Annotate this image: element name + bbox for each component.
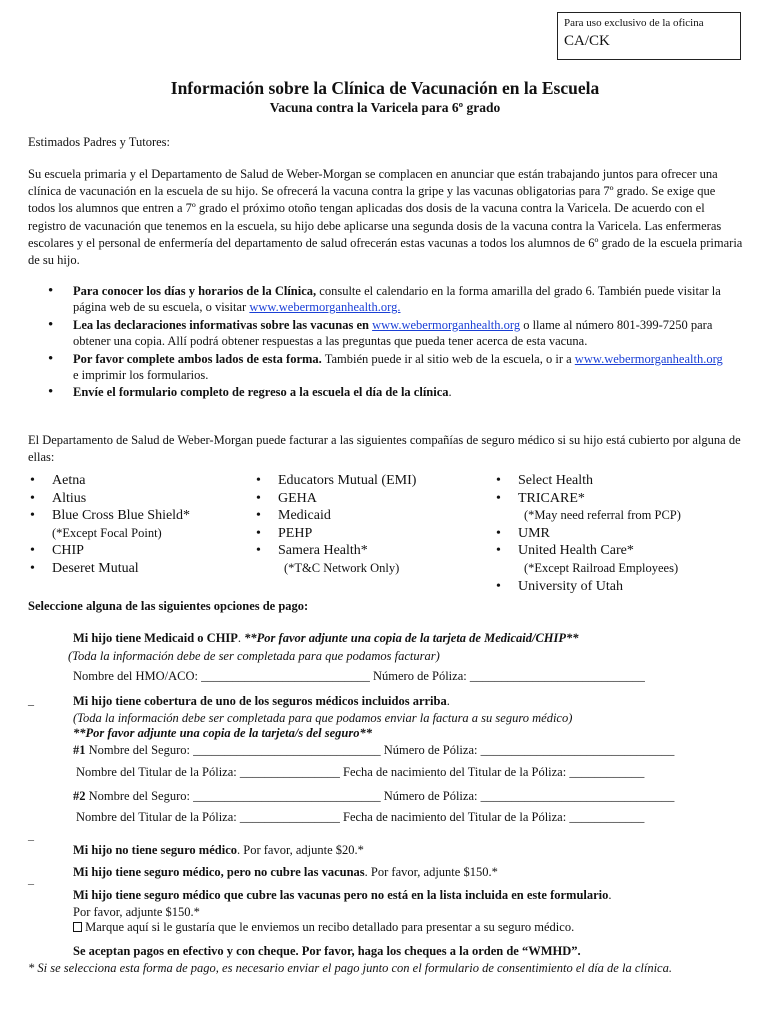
covered-note: (Toda la información debe ser completada para que podamos enviar la factura a su seguro médico) bbox=[73, 711, 573, 725]
insurance-item: • Educators Mutual (EMI) bbox=[256, 473, 417, 488]
insurance-name: Samera Health* bbox=[278, 543, 368, 559]
office-use-box bbox=[557, 12, 741, 60]
insurance-name: Altius bbox=[52, 490, 87, 506]
option-no-insurance-label: Mi hijo no tiene seguro médico bbox=[73, 843, 237, 857]
bullet-3-bold: Por favor complete ambos lados de esta forma. bbox=[73, 351, 322, 366]
page-subtitle: Vacuna contra la Varicela para 6º grado bbox=[269, 100, 501, 115]
option-not-listed[interactable] bbox=[73, 888, 612, 903]
insurance-note: (*T&C Network Only) bbox=[284, 560, 400, 575]
insurance-item: • TRICARE* bbox=[496, 490, 585, 506]
option-no-insurance[interactable] bbox=[73, 843, 364, 858]
checkbox-covered[interactable]: _ bbox=[28, 693, 34, 707]
insurance-name: TRICARE* bbox=[518, 490, 585, 506]
insurance-item: • UMR bbox=[496, 525, 550, 541]
bullet-4-bold: Envíe el formulario completo de regreso a la escuela el día de la clínica bbox=[73, 385, 449, 400]
option-not-covered-amount: . Por favor, adjunte $150.* bbox=[364, 865, 498, 879]
bullet-1-bold: Para conocer los días y horarios de la Clínica, bbox=[73, 284, 317, 298]
option-medicaid-label: Mi hijo tiene Medicaid o CHIP bbox=[73, 631, 238, 645]
greeting: Estimados Padres y Tutores: bbox=[28, 135, 171, 149]
office-use-value: CA/CK bbox=[564, 33, 610, 49]
option-medicaid[interactable] bbox=[73, 631, 579, 646]
option-not-covered-label: Mi hijo tiene seguro médico, pero no cubre las vacunas bbox=[73, 865, 365, 879]
info-bullet-list bbox=[44, 283, 724, 402]
bullet-4-text: . bbox=[448, 385, 452, 400]
bullet-1-text: consulte el calendario en la forma amarilla del grado 6. También puede visitar la página web de su escuela, o visitar bbox=[73, 284, 721, 315]
bullet-3-text-2: e imprimir los formularios. bbox=[73, 368, 209, 383]
insurance-item: • GEHA bbox=[256, 490, 317, 506]
insurance-item: • CHIP bbox=[30, 543, 84, 559]
receipt-option-label: Marque aquí si le gustaría que le enviemos un recibo detallado para presentar a su seguro médico. bbox=[82, 920, 575, 934]
insurance-name: Aetna bbox=[52, 473, 86, 488]
insurance-column-2 bbox=[254, 472, 494, 578]
insurance-column-3 bbox=[494, 472, 734, 595]
punctuation: . bbox=[608, 888, 612, 902]
option-not-covered[interactable] bbox=[73, 865, 498, 880]
bullet-vaccine-statements bbox=[44, 317, 724, 350]
insurance-column-1 bbox=[28, 472, 268, 578]
insurance-item: • PEHP bbox=[256, 525, 313, 541]
punctuation: . bbox=[446, 694, 450, 708]
bullet-2-text: o llame al número 801-399-7250 para obtener una copia. Allí podrá obtener respuestas a las preguntas que pueda tener acerca de esta vacuna. bbox=[73, 317, 713, 349]
insurance-name: CHIP bbox=[52, 543, 84, 559]
punctuation: . bbox=[237, 631, 245, 645]
bullet-2-bold: Lea las declaraciones informativas sobre las vacunas en bbox=[73, 317, 373, 332]
health-website-link-1[interactable]: www.webermorganhealth.org. bbox=[249, 300, 401, 315]
insurance-2-number: #2 bbox=[73, 789, 86, 803]
insurance-2-line: Nombre del Seguro: ______________________________ Número de Póliza: _______________________________ bbox=[85, 789, 675, 803]
insurance-name: Deseret Mutual bbox=[52, 560, 139, 576]
option-covered[interactable] bbox=[73, 694, 450, 709]
bullet-3-text: También puede ir al sitio web de la escuela, o ir a bbox=[321, 351, 575, 366]
insurance-item: • University of Utah bbox=[496, 578, 623, 594]
insurance-item: • Aetna bbox=[30, 473, 86, 488]
medicaid-note: (Toda la información debe de ser completada para que podamos facturar) bbox=[68, 649, 440, 663]
payment-heading: Seleccione alguna de las siguientes opciones de pago: bbox=[28, 599, 309, 613]
insurance-item: • Medicaid bbox=[256, 508, 331, 524]
option-covered-label: Mi hijo tiene cobertura de uno de los seguros médicos incluidos arriba bbox=[73, 694, 447, 708]
checkbox-not-listed[interactable]: ¯ bbox=[28, 882, 34, 896]
insurance-note: (*May need referral from PCP) bbox=[524, 508, 681, 523]
insurance-note: (*Except Focal Point) bbox=[52, 525, 162, 540]
bullet-complete-form bbox=[44, 351, 724, 384]
insurance-1-line: Nombre del Seguro: ______________________________ Número de Póliza: _______________________________ bbox=[85, 743, 675, 757]
policy-holder-1-field[interactable]: Nombre del Titular de la Póliza: ________________ Fecha de nacimiento del Titular de la Póliza: ____________ bbox=[76, 765, 645, 779]
payment-footnote: * Si se selecciona esta forma de pago, es necesario enviar el pago junto con el formulario de consentimiento el día de la clínica. bbox=[28, 961, 672, 975]
insurance-item: • Select Health bbox=[496, 473, 594, 488]
insurance-1-number: #1 bbox=[73, 743, 86, 757]
health-website-link-2[interactable]: www.webermorganhealth.org bbox=[372, 317, 521, 332]
insurance-name: PEHP bbox=[278, 525, 313, 541]
covered-attach-note: **Por favor adjunte una copia de la tarjeta/s del seguro** bbox=[73, 726, 372, 740]
insurance-item: • Samera Health* bbox=[256, 543, 368, 559]
intro-paragraph: Su escuela primaria y el Departamento de Salud de Weber-Morgan se complacen en anunciar que están trabajando juntos para ofrecer una clínica de vacunación en la escuela de su hijo. Se ofrecerá la vacuna contra la gripe y las vacunas obligatorias para 7º grado. Se exige que todos los alumnos que entren a 7º grado el próximo otoño tengan aplicadas dos dosis de la vacuna contra la Varicela. De acuerdo con el registro de vacunación que tenemos en la escuela, su hijo debe aplicarse una segunda dosis de la vacuna contra la Varicela. Las enfermeras escolares y el personal de enfermería del departamento de salud ofrecerán estas vacunas a todos los alumnos de 6º grado de la escuela primaria de su hijo. bbox=[28, 167, 743, 268]
insurance-name: Medicaid bbox=[278, 508, 331, 524]
hmo-policy-field[interactable]: Nombre del HMO/ACO: ___________________________ Número de Póliza: ____________________________ bbox=[73, 669, 645, 683]
receipt-checkbox[interactable] bbox=[73, 922, 82, 932]
insurance-intro: El Departamento de Salud de Weber-Morgan puede facturar a las siguientes compañías de seguro médico si su hijo está cubierto por alguna de ellas: bbox=[28, 433, 741, 465]
option-no-insurance-amount: . Por favor, adjunte $20.* bbox=[237, 843, 364, 857]
insurance-name: Educators Mutual (EMI) bbox=[278, 473, 417, 488]
option-not-listed-label: Mi hijo tiene seguro médico que cubre las vacunas pero no está en la lista incluida en este formulario bbox=[73, 888, 609, 902]
checkbox-no-insurance[interactable]: ¯ bbox=[28, 838, 34, 852]
insurance-name: GEHA bbox=[278, 490, 317, 506]
insurance-name: Blue Cross Blue Shield* bbox=[52, 508, 191, 524]
insurance-item: • United Health Care* bbox=[496, 543, 634, 559]
insurance-item: • Blue Cross Blue Shield* bbox=[30, 508, 191, 524]
cash-check-note: Se aceptan pagos en efectivo y con cheque. Por favor, haga los cheques a la orden de “WMHD”. bbox=[73, 944, 581, 958]
insurance-name: University of Utah bbox=[518, 578, 623, 594]
option-not-listed-amount: Por favor, adjunte $150.* bbox=[73, 905, 200, 919]
page-title: Información sobre la Clínica de Vacunación en la Escuela bbox=[170, 78, 600, 98]
office-use-label: Para uso exclusivo de la oficina bbox=[564, 17, 704, 29]
bullet-clinic-schedule bbox=[44, 283, 724, 316]
policy-holder-2-field[interactable]: Nombre del Titular de la Póliza: ________________ Fecha de nacimiento del Titular de la Póliza: ____________ bbox=[76, 810, 645, 824]
bullet-return-form bbox=[44, 384, 724, 400]
insurance-2-field[interactable] bbox=[73, 789, 674, 804]
health-website-link-3[interactable]: www.webermorganhealth.org bbox=[574, 351, 723, 366]
insurance-name: UMR bbox=[518, 525, 550, 541]
insurance-note: (*Except Railroad Employees) bbox=[524, 560, 679, 575]
insurance-1-field[interactable] bbox=[73, 743, 674, 758]
insurance-item: • Altius bbox=[30, 490, 87, 506]
insurance-name: United Health Care* bbox=[518, 543, 634, 559]
insurance-item: • Deseret Mutual bbox=[30, 560, 139, 576]
receipt-option[interactable] bbox=[73, 920, 574, 935]
option-medicaid-attach-note: **Por favor adjunte una copia de la tarjeta de Medicaid/CHIP** bbox=[244, 631, 579, 645]
insurance-name: Select Health bbox=[518, 473, 594, 488]
